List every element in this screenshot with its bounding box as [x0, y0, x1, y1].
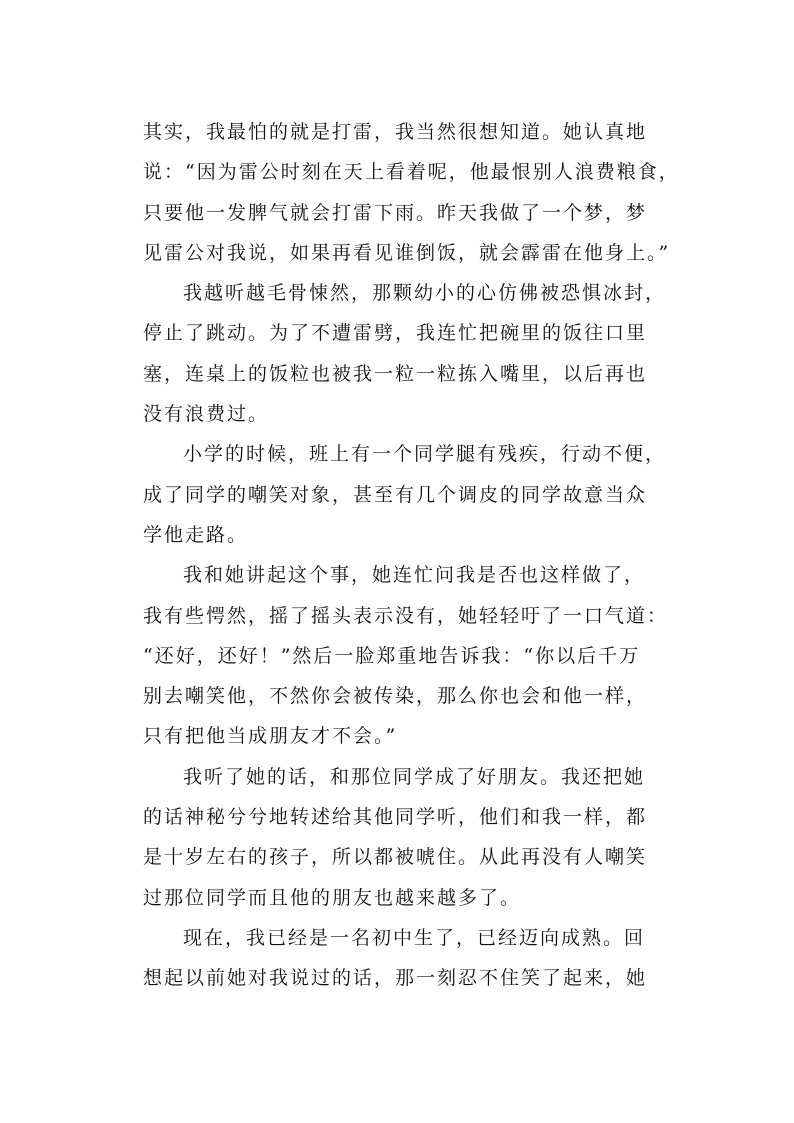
text-line: 只有把他当成朋友才不会。”: [143, 725, 398, 748]
text-line: 只要他一发脾气就会打雷下雨。昨天我做了一个梦，梦: [143, 201, 648, 224]
text-line: 见雷公对我说，如果再看见谁倒饭，就会霹雷在他身上。”: [143, 241, 671, 264]
document-body: [143, 112, 683, 999]
text-line: 我和她讲起这个事，她连忙问我是否也这样做了，: [183, 564, 646, 587]
text-line: 我听了她的话，和那位同学成了好朋友。我还把她: [183, 765, 646, 788]
text-line: 我越听越毛骨悚然，那颗幼小的心仿佛被恐惧冰封，: [183, 282, 667, 305]
text-line: 的话神秘兮兮地转述给其他同学听，他们和我一样，都: [143, 806, 648, 829]
text-line: 学他走路。: [143, 523, 249, 546]
text-line: 是十岁左右的孩子，所以都被唬住。从此再没有人嘲笑: [143, 846, 648, 869]
text-line: 过那位同学而且他的朋友也越来越多了。: [143, 886, 522, 909]
text-line: 小学的时候，班上有一个同学腿有残疾，行动不便，: [183, 443, 667, 466]
text-line: 别去嘲笑他，不然你会被传染，那么你也会和他一样，: [143, 685, 648, 708]
text-line: 塞，连桌上的饭粒也被我一粒一粒拣入嘴里，以后再也: [143, 362, 648, 385]
text-line: 停止了跳动。为了不遭雷劈，我连忙把碗里的饭往口里: [143, 322, 648, 345]
text-line: 我有些愕然，摇了摇头表示没有，她轻轻吁了一口气道：: [143, 604, 669, 627]
text-line: 说：“因为雷公时刻在天上看着呢，他最恨别人浪费粮食，: [143, 161, 680, 184]
text-line: 其实，我最怕的就是打雷，我当然很想知道。她认真地: [143, 121, 648, 143]
text-line: 想起以前她对我说过的话，那一刻忍不住笑了起来，她: [143, 967, 648, 990]
text-line: 现在，我已经是一名初中生了，已经迈向成熟。回: [183, 926, 646, 949]
text-line: 成了同学的嘲笑对象，甚至有几个调皮的同学故意当众: [143, 483, 648, 506]
text-line: “还好，还好！”然后一脸郑重地告诉我：“你以后千万: [143, 644, 641, 667]
text-line: 没有浪费过。: [143, 403, 270, 426]
